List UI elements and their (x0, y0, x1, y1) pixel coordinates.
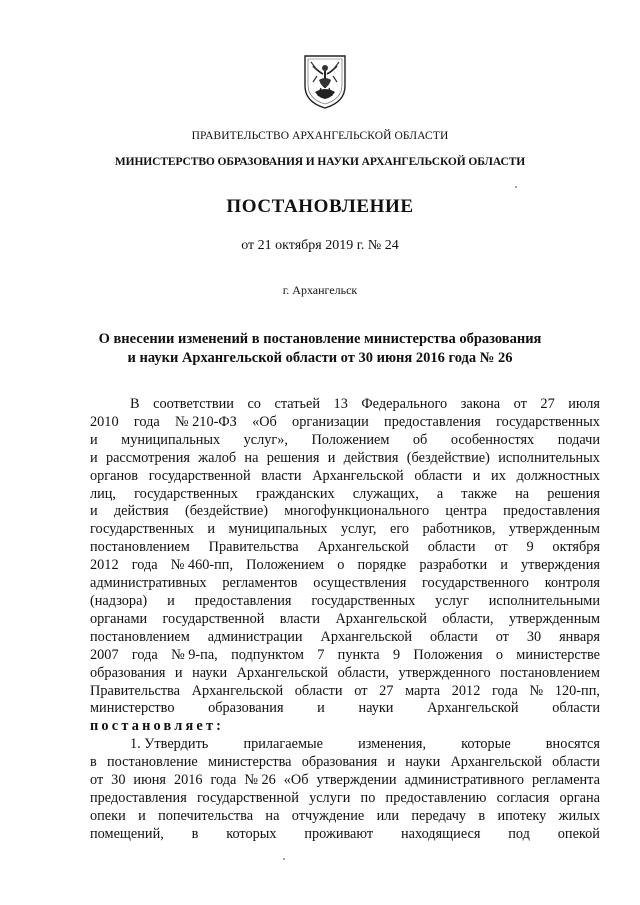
word: № 26 (244, 772, 276, 789)
word: года (210, 772, 237, 789)
word: исполнительными (488, 592, 600, 609)
word: услуг, (340, 521, 377, 538)
word: и (90, 449, 98, 466)
word: Правительства (90, 682, 180, 699)
word: 27 (540, 396, 555, 412)
word: находящиеся (400, 825, 481, 842)
word: Положения (413, 646, 483, 663)
word: и (167, 592, 175, 609)
word: об (412, 431, 428, 448)
word: лиц, (90, 485, 117, 502)
word: 13 (333, 396, 348, 412)
word: октября (552, 539, 600, 556)
word: Федерального (361, 396, 448, 412)
word: постановление (106, 754, 198, 771)
text-line (90, 414, 600, 432)
word: на (265, 807, 280, 824)
word: вносятся (545, 736, 600, 753)
word: решения (266, 449, 320, 466)
word: подпунктом (231, 646, 304, 663)
word: от (495, 628, 509, 645)
word: области (294, 682, 343, 699)
word: Правительства (208, 539, 299, 556)
word: или (376, 807, 400, 824)
title-line-2: и науки Архангельской области от 30 июня 2016 года № 26 (127, 350, 513, 366)
word: органов (90, 467, 139, 484)
word: утвержденным (508, 521, 600, 538)
government-header: ПРАВИТЕЛЬСТВО АРХАНГЕЛЬСКОЙ ОБЛАСТИ (191, 130, 449, 142)
word: и (317, 700, 325, 717)
word: Положением (246, 557, 325, 574)
text-line (90, 790, 600, 808)
word: года (492, 682, 518, 699)
word: 2016 (173, 772, 203, 789)
word: регламента (532, 772, 600, 789)
word: года (131, 646, 158, 663)
word: должностных (516, 467, 600, 484)
word: их (491, 467, 506, 484)
word: предоставления (503, 503, 600, 520)
word: 2012 (451, 682, 481, 699)
document-city: г. Архангельск (282, 283, 358, 297)
word: (бездействие) (406, 449, 490, 466)
word: и (90, 431, 98, 448)
word: утверждении (316, 772, 397, 789)
word: органа (559, 789, 600, 806)
word: года (133, 413, 160, 430)
text-line (90, 468, 600, 486)
word: 9 (526, 539, 534, 556)
document-title (0, 330, 640, 368)
word: января (559, 628, 600, 645)
word: 27 (379, 682, 394, 699)
word: утвержденного (398, 664, 491, 681)
word: государственной (162, 610, 265, 627)
word: Архангельской (317, 539, 409, 556)
word: государственного (422, 575, 529, 592)
text-line (90, 665, 600, 683)
word: предоставления (90, 789, 187, 806)
word: жилых (558, 807, 600, 824)
word: и (387, 754, 396, 771)
word: порядке (357, 557, 407, 574)
word: предоставления (384, 413, 481, 430)
word: и (207, 521, 215, 538)
word: осуществления (313, 575, 407, 592)
word: согласия (496, 789, 550, 806)
word: Архангельской (450, 754, 542, 771)
text-line (90, 647, 600, 665)
text-line (90, 539, 600, 557)
paragraph-item-1-first-line (90, 736, 600, 754)
word: № 460-пп, (170, 557, 234, 574)
word: 7 (317, 646, 325, 663)
word: № 9-па, (171, 646, 218, 663)
word: под (508, 825, 530, 842)
paragraph-item-1 (90, 754, 600, 844)
word: органами (90, 610, 148, 627)
word: работников, (422, 521, 496, 538)
word: области (427, 539, 476, 556)
text-line (90, 629, 600, 647)
word: закона (460, 396, 501, 412)
word: государственных (311, 592, 416, 609)
resolves-line (90, 718, 600, 736)
word: также (461, 485, 498, 502)
word: государственной (196, 789, 299, 806)
word: В (130, 396, 140, 412)
word: о (495, 646, 503, 663)
word: области (552, 754, 600, 771)
word: утвержденным (508, 610, 600, 627)
word: действия (343, 449, 399, 466)
word: служащих, (352, 485, 419, 502)
word: а (436, 485, 444, 502)
word: отчуждение (291, 807, 365, 824)
word: опекой (557, 825, 600, 842)
word: Архангельской (312, 467, 404, 484)
text-line (90, 432, 600, 450)
paragraph-preamble (90, 396, 600, 718)
word: соответствии (153, 396, 234, 412)
word: рассмотрения (105, 449, 190, 466)
word: № 210-ФЗ (174, 413, 237, 430)
word: регламентов (222, 575, 298, 592)
word: административных (90, 575, 207, 592)
word: на (515, 485, 530, 502)
word: на (244, 449, 259, 466)
word: в (90, 754, 97, 771)
word: организации (292, 413, 369, 430)
scan-speck (515, 186, 517, 188)
word: от (90, 772, 104, 789)
document-body (90, 396, 600, 844)
text-line (90, 396, 600, 414)
document-date-number: от 21 октября 2019 г. № 24 (241, 238, 399, 253)
word: услуг (435, 592, 469, 609)
word: муниципальных (121, 431, 221, 448)
text-line (90, 808, 600, 826)
text-line (90, 611, 600, 629)
word: Архангельской (427, 700, 519, 717)
word: образования (208, 700, 284, 717)
word: 2010 (90, 413, 119, 430)
word: образования (90, 664, 166, 681)
word: попечительства (158, 807, 254, 824)
text-line (90, 486, 600, 504)
text-line (90, 593, 600, 611)
word: года (131, 557, 158, 574)
word: государственных (134, 485, 238, 502)
word: 30 (111, 772, 126, 789)
word: власти (279, 610, 321, 627)
word: муниципальных (228, 521, 328, 538)
word: проживают (304, 825, 374, 842)
word: государственных (90, 521, 194, 538)
word: контроля (544, 575, 600, 592)
word: науки (192, 664, 228, 681)
word: Положением (311, 431, 390, 448)
word: в (478, 807, 486, 824)
word: министерство (90, 700, 175, 717)
word: от (354, 682, 368, 699)
word: действия (113, 503, 169, 520)
word: и (90, 503, 98, 520)
word: и (500, 557, 508, 574)
text-line (90, 826, 600, 844)
word: государственных (496, 413, 600, 430)
word: пункта (337, 646, 380, 663)
word: гражданских (256, 485, 335, 502)
word: постановлением (90, 539, 190, 556)
text-line (90, 683, 600, 701)
word: и (174, 664, 183, 681)
word: 2007 (90, 646, 119, 663)
word: (надзора) (90, 592, 148, 609)
word: «Об (283, 772, 309, 789)
word: Архангельской (191, 682, 284, 699)
word: постановлением (500, 664, 600, 681)
text-line (90, 521, 600, 539)
text-line (90, 772, 600, 790)
word: по (360, 789, 376, 806)
coat-of-arms-icon (301, 52, 349, 110)
text-line (90, 557, 600, 575)
word: марта (405, 682, 441, 699)
word: министерстве (516, 646, 600, 663)
word: услуг», (243, 431, 288, 448)
word: от (494, 539, 508, 556)
word: которых (226, 825, 277, 842)
word: области (429, 628, 478, 645)
word: июня (133, 772, 166, 789)
word: его (389, 521, 409, 538)
word: Архангельской (320, 628, 413, 645)
word: Архангельской (335, 610, 427, 627)
word: помещений, (90, 825, 164, 842)
word: (бездействие) (184, 503, 269, 520)
word: «Об (252, 413, 277, 430)
word: области (414, 467, 463, 484)
word: июля (568, 396, 600, 412)
word: власти (261, 467, 302, 484)
word: утверждения (521, 557, 600, 574)
word: области, (337, 664, 389, 681)
word: изменения, (358, 736, 427, 753)
word: и (472, 467, 481, 484)
word: образования (301, 754, 378, 771)
word: 120-пп, (554, 682, 600, 699)
word: жалоб (198, 449, 237, 466)
text-line (90, 450, 600, 468)
title-line-1: О внесении изменений в постановление министерства образования (98, 331, 542, 347)
word: и (327, 449, 336, 466)
word: со (247, 396, 261, 412)
word: области, (442, 610, 494, 627)
word: предоставления (194, 592, 292, 609)
word: № (529, 682, 544, 699)
word: постановлением (90, 628, 190, 645)
word: науки (405, 754, 441, 771)
text-line (90, 754, 600, 772)
word: центра (445, 503, 487, 520)
word: Архангельской (236, 664, 329, 681)
ministry-header: МИНИСТЕРСТВО ОБРАЗОВАНИЯ И НАУКИ АРХАНГЕЛЬСКОЙ ОБЛАСТИ (114, 156, 526, 168)
document-type: ПОСТАНОВЛЕНИЕ (226, 196, 414, 217)
word: и (138, 807, 146, 824)
word: решения (547, 485, 600, 502)
word: от (513, 396, 527, 412)
word: подачи (557, 431, 600, 448)
word: 9 (392, 646, 401, 663)
word: государственной (148, 467, 251, 484)
text-line (90, 700, 600, 718)
word: многофункционального (284, 503, 430, 520)
word: административного (404, 772, 525, 789)
resolves-word: постановляет: (90, 718, 225, 735)
word: ипотеку (497, 807, 547, 824)
word: о (337, 557, 345, 574)
word: разработки (419, 557, 488, 574)
word: статьей (274, 396, 320, 412)
word: прилагаемые (243, 736, 323, 753)
word: предоставлению (385, 789, 487, 806)
text-line (90, 503, 600, 521)
word: исполнительных (498, 449, 600, 466)
word: 2012 (90, 557, 119, 574)
text-line (90, 575, 600, 593)
word: передачу (411, 807, 467, 824)
word: министерства (207, 754, 292, 771)
word: услуги (309, 789, 351, 806)
word: которые (461, 736, 511, 753)
scan-speck (283, 858, 285, 860)
word: особенностях (450, 431, 535, 448)
word: администрации (207, 628, 303, 645)
word: области (552, 700, 600, 717)
word: науки (358, 700, 394, 717)
word: 30 (526, 628, 542, 645)
word: 1. Утвердить (130, 736, 209, 753)
word: в (191, 825, 199, 842)
word: опеки (90, 807, 126, 824)
